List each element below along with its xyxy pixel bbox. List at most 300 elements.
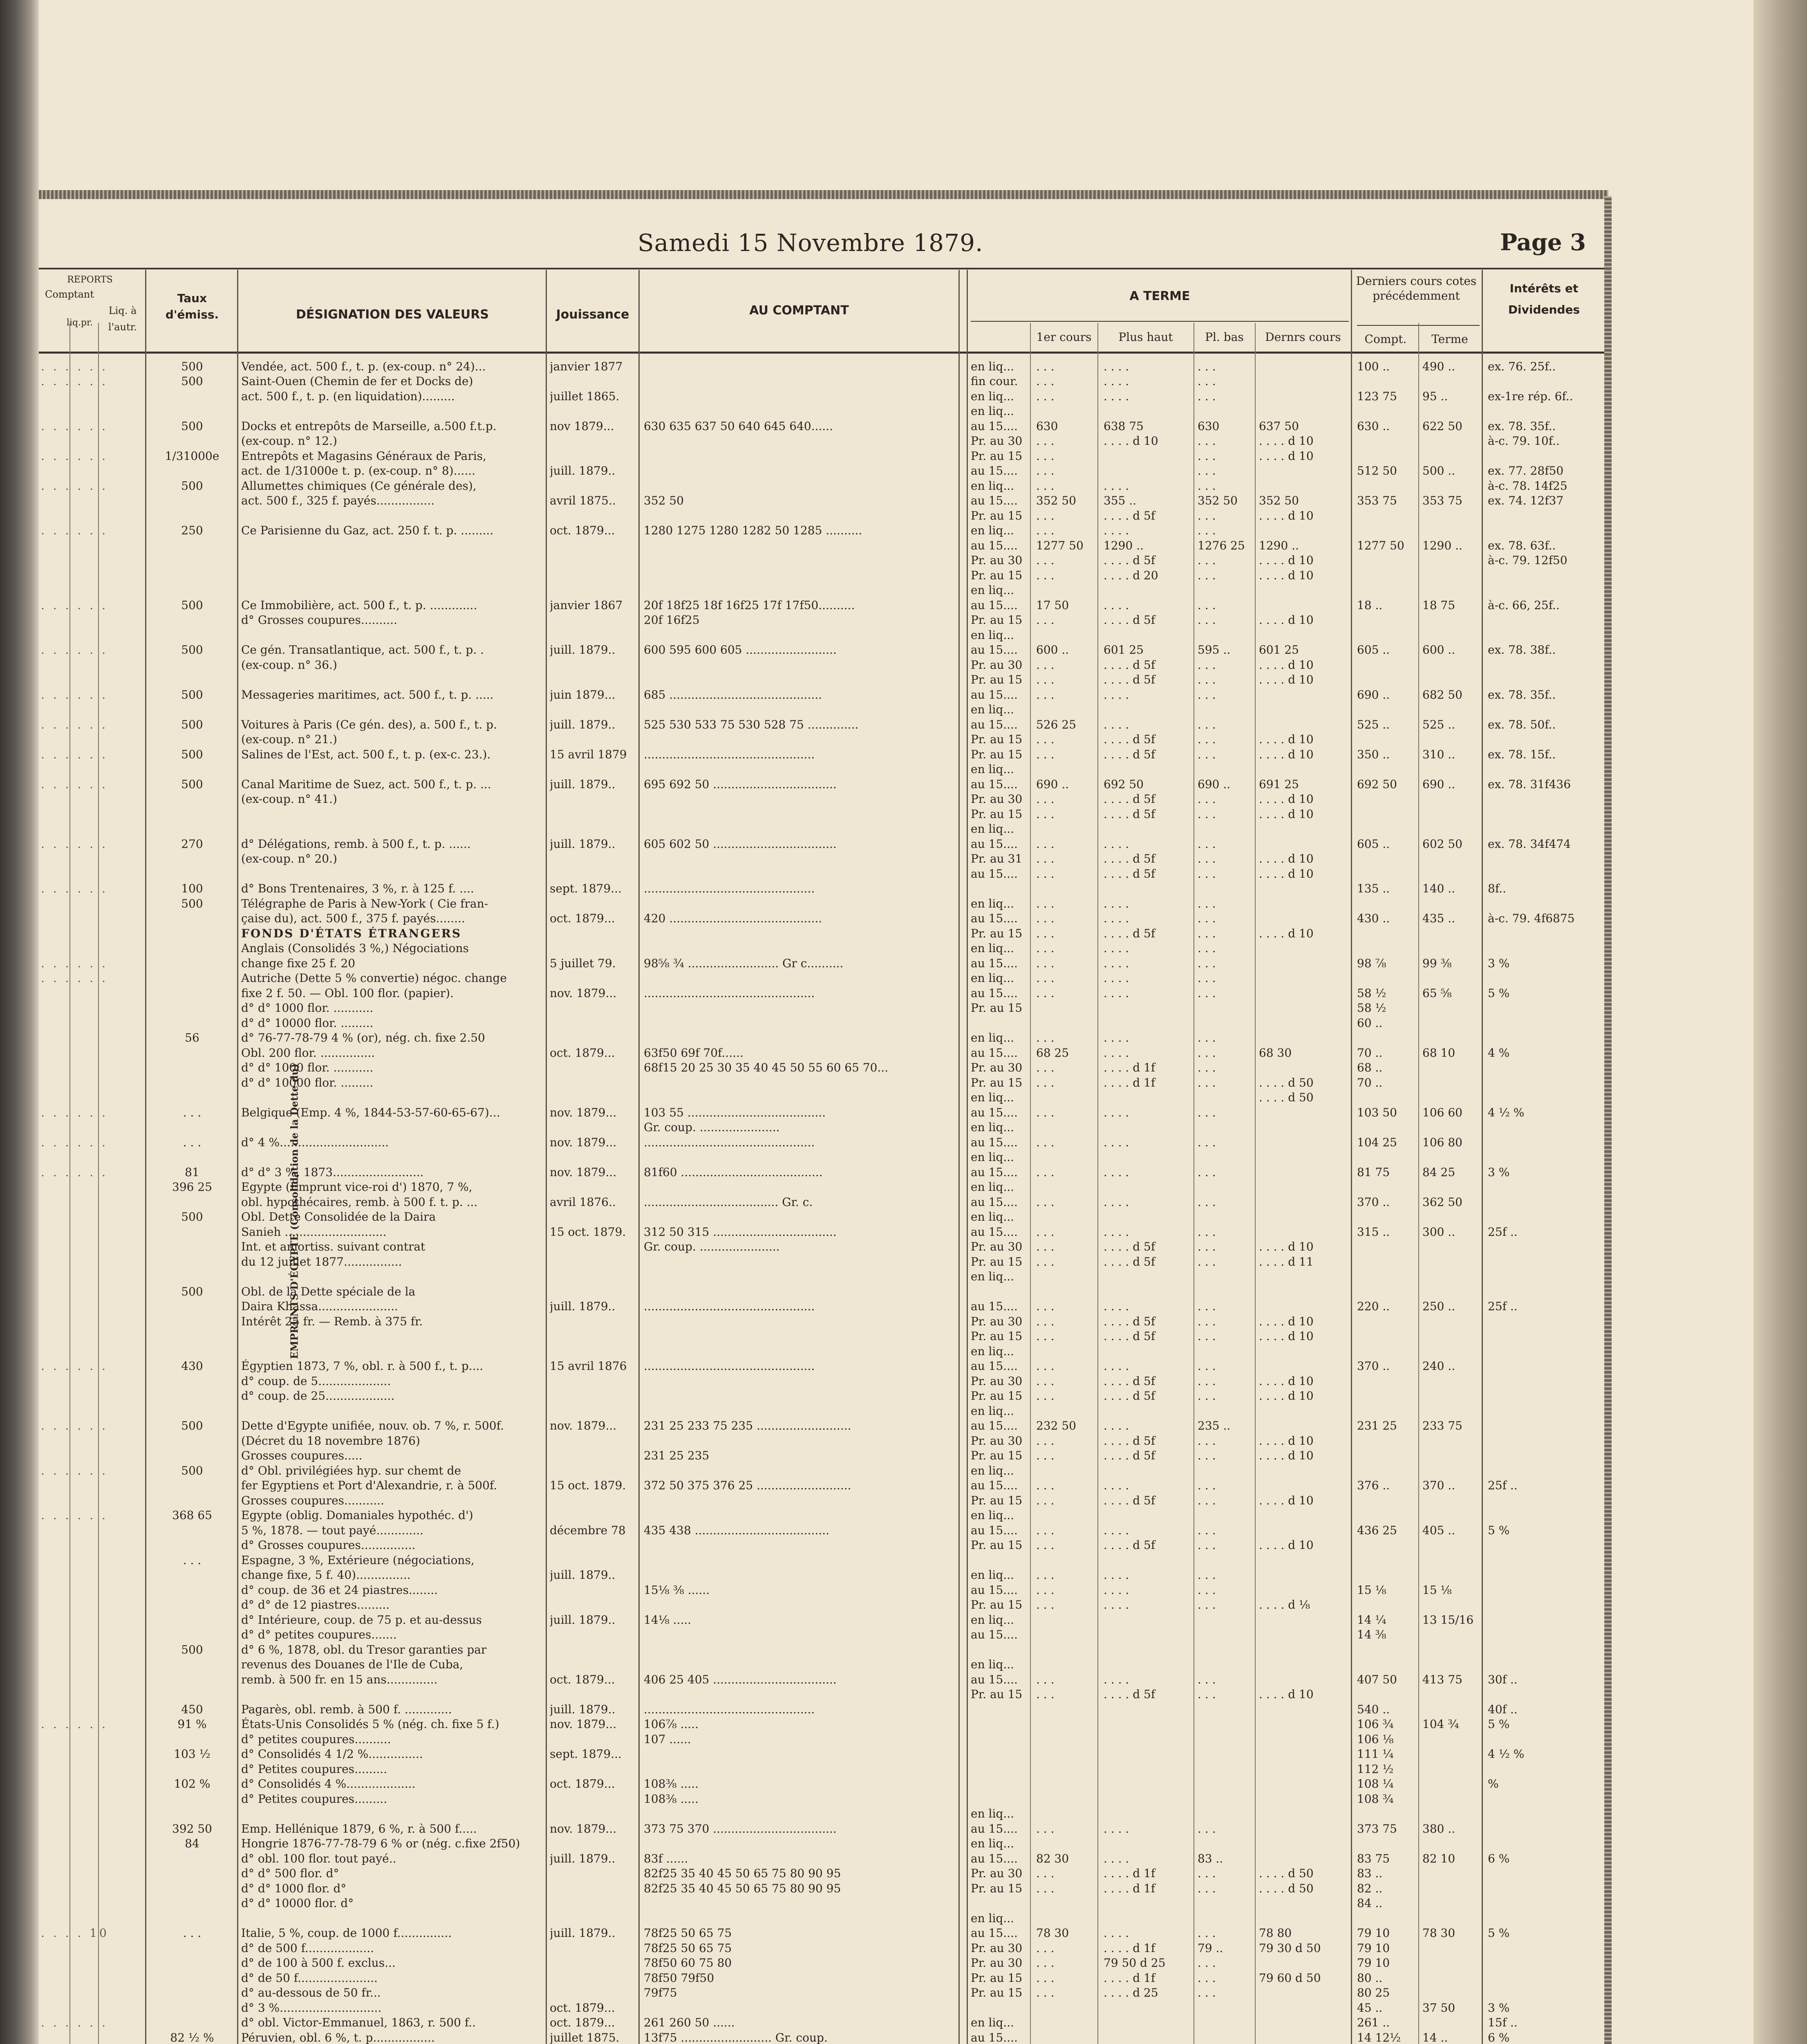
- table-row: [0, 509, 1604, 523]
- terme-type-cell: en liq...: [971, 1091, 1014, 1105]
- prev-compt-cell: 112 ½: [1357, 1762, 1394, 1776]
- plus-haut-cell: 1290 ..: [1104, 538, 1144, 552]
- terme-subrule: [971, 321, 1349, 322]
- reports-cell: . . . . . .: [41, 688, 108, 702]
- col-pl-bas: Pl. bas: [1205, 330, 1244, 344]
- plus-haut-cell: . . . .: [1104, 1359, 1129, 1373]
- prev-terme-cell: 37 50: [1422, 2001, 1455, 2015]
- taux-cell: 100: [181, 882, 203, 896]
- interets-cell: 3 %: [1488, 2001, 1510, 2015]
- reports-cell: . . . . . .: [41, 1135, 108, 1149]
- reports-cell: . . . . . .: [41, 598, 108, 612]
- table-row: [0, 733, 1604, 746]
- interets-cell: à-c. 79. 10f..: [1488, 434, 1560, 448]
- designation-cell: d° au-dessous de 50 fr...: [241, 1986, 381, 2000]
- comptant-cell: 78f50 79f50: [644, 1971, 714, 1985]
- premier-cours-cell: . . .: [1036, 1076, 1055, 1089]
- jouissance-cell: juillet 1865.: [550, 389, 620, 403]
- pl-bas-cell: 690 ..: [1198, 777, 1231, 791]
- terme-type-cell: en liq...: [971, 896, 1014, 910]
- table-row: [0, 1508, 1604, 1522]
- pl-bas-cell: . . .: [1198, 926, 1216, 940]
- dernier-cours-cell: 68 30: [1259, 1046, 1292, 1060]
- prev-terme-cell: 405 ..: [1422, 1523, 1455, 1537]
- premier-cours-cell: . . .: [1036, 1672, 1055, 1686]
- plus-haut-cell: . . . . d 5f: [1104, 1314, 1155, 1328]
- designation-cell: d° Bons Trentenaires, 3 %, r. à 125 f. ....: [241, 882, 474, 896]
- prev-compt-cell: 690 ..: [1357, 688, 1390, 702]
- taux-cell: 500: [181, 717, 203, 731]
- designation-cell: Egypte (Emprunt vice-roi d') 1870, 7 %,: [241, 1180, 472, 1194]
- interets-cell: 25f ..: [1488, 1300, 1518, 1313]
- terme-type-cell: en liq...: [971, 941, 1014, 955]
- plus-haut-cell: . . . .: [1104, 389, 1129, 403]
- plus-haut-cell: . . . .: [1104, 1672, 1129, 1686]
- table-row: [0, 1568, 1604, 1582]
- terme-type-cell: Pr. au 15: [971, 1881, 1023, 1895]
- dernier-cours-cell: . . . . d 10: [1259, 926, 1314, 940]
- dernier-cours-cell: . . . . d ⅛: [1259, 1598, 1310, 1612]
- table-row: [0, 1434, 1604, 1448]
- table-row: [0, 1225, 1604, 1239]
- table-row: [0, 1270, 1604, 1284]
- table-row: [0, 569, 1604, 583]
- terme-type-cell: au 15....: [971, 1628, 1018, 1642]
- table-row: [0, 554, 1604, 567]
- reports-cell: . . . . 10: [41, 1926, 109, 1940]
- comptant-cell: 15⅛ ⅜ ......: [644, 1583, 710, 1597]
- prev-compt-cell: 373 75: [1357, 1822, 1397, 1836]
- pl-bas-cell: 352 50: [1198, 494, 1238, 508]
- pl-bas-cell: . . .: [1198, 524, 1216, 538]
- table-row: [0, 479, 1604, 493]
- jouissance-cell: juill. 1879..: [550, 1851, 616, 1865]
- pl-bas-cell: . . .: [1198, 807, 1216, 821]
- premier-cours-cell: 690 ..: [1036, 777, 1069, 791]
- pl-bas-cell: . . .: [1198, 1688, 1216, 1701]
- terme-type-cell: en liq...: [971, 1344, 1014, 1358]
- interets-cell: ex. 78. 35f..: [1488, 688, 1556, 702]
- designation-cell: Hongrie 1876-77-78-79 6 % or (nég. c.fixe 2f50): [241, 1837, 520, 1851]
- table-row: [0, 1001, 1604, 1015]
- jouissance-cell: nov. 1879...: [550, 1717, 617, 1731]
- comptant-cell: 231 25 235: [644, 1449, 710, 1463]
- pl-bas-cell: . . .: [1198, 733, 1216, 746]
- terme-type-cell: en liq...: [971, 628, 1014, 642]
- col-interets: Intérêts et Dividendes: [1508, 282, 1580, 316]
- taux-cell: 82 ½ %: [170, 2031, 214, 2044]
- pl-bas-cell: 235 ..: [1198, 1419, 1231, 1433]
- terme-type-cell: Pr. au 15: [971, 747, 1023, 761]
- taux-cell: 500: [181, 360, 203, 373]
- terme-type-cell: en liq...: [971, 1031, 1014, 1045]
- plus-haut-cell: . . . . d 5f: [1104, 852, 1155, 866]
- designation-cell: Intérêt 25 fr. — Remb. à 375 fr.: [241, 1314, 423, 1328]
- designation-cell: Sanieh ............................: [241, 1225, 387, 1239]
- pl-bas-cell: . . .: [1198, 1867, 1216, 1880]
- reports-cell: . . . . . .: [41, 643, 108, 657]
- plus-haut-cell: . . . .: [1104, 360, 1129, 373]
- table-row: [0, 1613, 1604, 1627]
- table-row: [0, 1374, 1604, 1388]
- designation-cell: Grosses coupures.....: [241, 1449, 363, 1463]
- col-jouissance: Jouissance: [556, 307, 629, 322]
- table-row: [0, 539, 1604, 553]
- prev-terme-cell: 1290 ..: [1422, 538, 1462, 552]
- prev-compt-cell: 14 12½: [1357, 2031, 1401, 2044]
- designation-cell: d° coup. de 36 et 24 piastres........: [241, 1583, 438, 1597]
- designation-cell: Anglais (Consolidés 3 %,) Négociations: [241, 941, 469, 955]
- designation-cell: États-Unis Consolidés 5 % (nég. ch. fixe 5 f.): [241, 1717, 499, 1731]
- dernier-cours-cell: . . . . d 10: [1259, 509, 1314, 522]
- designation-cell: Télégraphe de Paris à New-York ( Cie fran-: [241, 896, 488, 910]
- comptant-cell: 695 692 50 ..................................: [644, 777, 837, 791]
- table-row: [0, 1762, 1604, 1776]
- prev-terme-cell: 18 75: [1422, 598, 1455, 612]
- terme-type-cell: au 15....: [971, 867, 1018, 881]
- prev-terme-cell: 233 75: [1422, 1419, 1462, 1433]
- premier-cours-cell: . . .: [1036, 956, 1055, 970]
- comptant-cell: Gr. coup. ......................: [644, 1121, 780, 1134]
- terme-type-cell: en liq...: [971, 762, 1014, 776]
- plus-haut-cell: . . . .: [1104, 1165, 1129, 1179]
- taux-cell: 500: [181, 1464, 203, 1477]
- designation-cell: (ex-coup. n° 41.): [241, 792, 337, 806]
- terme-type-cell: Pr. au 15: [971, 926, 1023, 940]
- comptant-cell: 108⅜ .....: [644, 1777, 699, 1791]
- plus-haut-cell: . . . .: [1104, 1419, 1129, 1433]
- jouissance-cell: 5 juillet 79.: [550, 956, 616, 970]
- terme-type-cell: au 15....: [971, 494, 1018, 508]
- terme-type-cell: Pr. au 30: [971, 554, 1023, 567]
- designation-cell: d° d° 500 flor. d°: [241, 1867, 339, 1880]
- prev-compt-cell: 106 ¾: [1357, 1717, 1394, 1731]
- pl-bas-cell: . . .: [1198, 1300, 1216, 1313]
- dernier-cours-cell: . . . . d 10: [1259, 867, 1314, 881]
- table-row: [0, 1255, 1604, 1269]
- prev-compt-cell: 605 ..: [1357, 837, 1390, 851]
- interets-cell: 3 %: [1488, 956, 1510, 970]
- prev-terme-cell: 682 50: [1422, 688, 1462, 702]
- terme-type-cell: en liq...: [971, 404, 1014, 418]
- plus-haut-cell: . . . .: [1104, 1926, 1129, 1940]
- pl-bas-cell: . . .: [1198, 1314, 1216, 1328]
- table-row: [0, 449, 1604, 463]
- jouissance-cell: juill. 1879..: [550, 643, 616, 657]
- terme-type-cell: au 15....: [971, 598, 1018, 612]
- dernier-cours-cell: 79 60 d 50: [1259, 1971, 1321, 1985]
- terme-type-cell: en liq...: [971, 703, 1014, 717]
- prev-terme-cell: 300 ..: [1422, 1225, 1455, 1239]
- terme-type-cell: au 15....: [971, 1851, 1018, 1865]
- premier-cours-cell: . . .: [1036, 1135, 1055, 1149]
- plus-haut-cell: . . . . d 1f: [1104, 1881, 1155, 1895]
- col-comptant: Comptant: [45, 289, 94, 300]
- terme-type-cell: au 15....: [971, 986, 1018, 1000]
- designation-cell: d° Grosses coupures..........: [241, 613, 397, 627]
- pl-bas-cell: . . .: [1198, 986, 1216, 1000]
- comptant-cell: 82f25 35 40 45 50 65 75 80 90 95: [644, 1867, 841, 1880]
- premier-cours-cell: 630: [1036, 419, 1058, 433]
- pl-bas-cell: . . .: [1198, 1195, 1216, 1209]
- premier-cours-cell: . . .: [1036, 1986, 1055, 2000]
- plus-haut-cell: . . . .: [1104, 1300, 1129, 1313]
- reports-cell: . . . . . .: [41, 1359, 108, 1373]
- premier-cours-cell: . . .: [1036, 360, 1055, 373]
- interets-cell: à-c. 78. 14f25: [1488, 479, 1567, 493]
- terme-type-cell: au 15....: [971, 1419, 1018, 1433]
- taux-cell: 102 %: [174, 1777, 210, 1791]
- plus-haut-cell: 355 ..: [1104, 494, 1137, 508]
- terme-type-cell: Pr. au 15: [971, 1076, 1023, 1089]
- prev-compt-cell: 370 ..: [1357, 1195, 1390, 1209]
- designation-cell: Ce Immobilière, act. 500 f., t. p. .............: [241, 598, 477, 612]
- designation-cell: d° d° 1000 flor. ...........: [241, 1001, 374, 1015]
- table-row: [0, 748, 1604, 762]
- plus-haut-cell: . . . . d 5f: [1104, 1240, 1155, 1254]
- dernier-cours-cell: . . . . d 10: [1259, 747, 1314, 761]
- plus-haut-cell: . . . . d 1f: [1104, 1061, 1155, 1075]
- designation-cell: (Décret du 18 novembre 1876): [241, 1434, 420, 1448]
- designation-cell: Belgique (Emp. 4 %, 1844-53-57-60-65-67)...: [241, 1105, 500, 1119]
- comptant-cell: 352 50: [644, 494, 684, 508]
- designation-cell: act. de 1/31000e t. p. (ex-coup. n° 8)......: [241, 464, 476, 478]
- page-edge: [1753, 0, 1807, 2044]
- interets-cell: ex. 77. 28f50: [1488, 464, 1564, 478]
- plus-haut-cell: . . . . d 5f: [1104, 1374, 1155, 1388]
- designation-cell: Autriche (Dette 5 % convertie) négoc. change: [241, 971, 507, 985]
- designation-cell: Allumettes chimiques (Ce générale des),: [241, 479, 477, 493]
- terme-type-cell: au 15....: [971, 837, 1018, 851]
- table-row: [0, 957, 1604, 970]
- terme-type-cell: au 15....: [971, 1046, 1018, 1060]
- taux-cell: . . .: [183, 1135, 202, 1149]
- pl-bas-cell: . . .: [1198, 658, 1216, 672]
- prev-terme-cell: 65 ⅝: [1422, 986, 1452, 1000]
- premier-cours-cell: . . .: [1036, 1568, 1055, 1582]
- prev-terme-cell: 362 50: [1422, 1195, 1462, 1209]
- reports-cell: . . . . . .: [41, 971, 108, 985]
- comptant-cell: Gr. coup. ......................: [644, 1240, 780, 1254]
- designation-cell: Voitures à Paris (Ce gén. des), a. 500 f., t. p.: [241, 717, 497, 731]
- plus-haut-cell: . . . . d 5f: [1104, 1255, 1155, 1269]
- table-row: [0, 613, 1604, 627]
- designation-cell: act. 500 f., 325 f. payés................: [241, 494, 435, 508]
- designation-cell: Int. et amortiss. suivant contrat: [241, 1240, 425, 1254]
- table-row: [0, 971, 1604, 985]
- interets-cell: 25f ..: [1488, 1225, 1518, 1239]
- terme-type-cell: Pr. au 15: [971, 1449, 1023, 1463]
- dernier-cours-cell: . . . . d 10: [1259, 613, 1314, 627]
- table-row: [0, 1091, 1604, 1105]
- premier-cours-cell: . . .: [1036, 1061, 1055, 1075]
- designation-cell: (ex-coup. n° 20.): [241, 852, 337, 866]
- jouissance-cell: sept. 1879...: [550, 1747, 622, 1761]
- interets-cell: 6 %: [1488, 2031, 1510, 2044]
- pl-bas-cell: . . .: [1198, 613, 1216, 627]
- jouissance-cell: nov. 1879...: [550, 986, 617, 1000]
- dernier-cours-cell: . . . . d 10: [1259, 792, 1314, 806]
- jouissance-cell: juin 1879...: [550, 688, 616, 702]
- plus-haut-cell: . . . . d 5f: [1104, 867, 1155, 881]
- terme-type-cell: en liq...: [971, 479, 1014, 493]
- pl-bas-cell: . . .: [1198, 1165, 1216, 1179]
- comptant-cell: 231 25 233 75 235 ..........................: [644, 1419, 851, 1433]
- page-date: Samedi 15 Novembre 1879.: [638, 229, 983, 257]
- table-row: [0, 1061, 1604, 1075]
- prev-terme-cell: 250 ..: [1422, 1300, 1455, 1313]
- premier-cours-cell: . . .: [1036, 568, 1055, 582]
- table-row: [0, 807, 1604, 821]
- prev-compt-cell: 108 ¼: [1357, 1777, 1394, 1791]
- header-bottom-rule: [39, 352, 1604, 354]
- header-top-rule: [39, 268, 1604, 269]
- dernier-cours-cell: 1290 ..: [1259, 538, 1299, 552]
- prev-compt-cell: 60 ..: [1357, 1016, 1383, 1030]
- designation-cell: Saint-Ouen (Chemin de fer et Docks de): [241, 374, 473, 388]
- designation-cell: fer Egyptiens et Port d'Alexandrie, r. à 500f.: [241, 1479, 497, 1493]
- taux-cell: 500: [181, 479, 203, 493]
- premier-cours-cell: . . .: [1036, 837, 1055, 851]
- prev-compt-cell: 630 ..: [1357, 419, 1390, 433]
- table-row: [0, 1315, 1604, 1329]
- plus-haut-cell: . . . . d 10: [1104, 434, 1158, 448]
- prev-compt-cell: 540 ..: [1357, 1702, 1390, 1716]
- table-row: [0, 1449, 1604, 1463]
- designation-cell: revenus des Douanes de l'Ile de Cuba,: [241, 1658, 464, 1672]
- terme-type-cell: Pr. au 30: [971, 434, 1023, 448]
- dernier-cours-cell: . . . . d 10: [1259, 1538, 1314, 1552]
- pl-bas-cell: . . .: [1198, 688, 1216, 702]
- comptant-cell: 372 50 375 376 25 ..........................: [644, 1479, 851, 1493]
- prev-compt-cell: 220 ..: [1357, 1300, 1390, 1313]
- table-row: [0, 374, 1604, 388]
- terme-type-cell: en liq...: [971, 1210, 1014, 1224]
- designation-cell: Docks et entrepôts de Marseille, a.500 f.t.p.: [241, 419, 497, 433]
- table-row: [0, 1180, 1604, 1194]
- dernier-cours-cell: . . . . d 10: [1259, 1493, 1314, 1507]
- page-number: Page 3: [1500, 229, 1586, 256]
- terme-type-cell: en liq...: [971, 822, 1014, 836]
- table-row: [0, 1165, 1604, 1179]
- terme-type-cell: Pr. au 30: [971, 658, 1023, 672]
- prev-terme-cell: 104 ¾: [1422, 1717, 1459, 1731]
- designation-cell: d° Délégations, remb. à 500 f., t. p. ......: [241, 837, 471, 851]
- table-row: [0, 1926, 1604, 1940]
- prev-compt-cell: 135 ..: [1357, 882, 1390, 896]
- premier-cours-cell: . . .: [1036, 1523, 1055, 1537]
- reports-cell: . . . . . .: [41, 956, 108, 970]
- premier-cours-cell: . . .: [1036, 509, 1055, 522]
- jouissance-cell: janvier 1867: [550, 598, 623, 612]
- terme-type-cell: Pr. au 15: [971, 1538, 1023, 1552]
- pl-bas-cell: . . .: [1198, 673, 1216, 687]
- terme-type-cell: Pr. au 15: [971, 1971, 1023, 1985]
- reports-cell: . . . . . .: [41, 1717, 108, 1731]
- prev-terme-cell: 82 10: [1422, 1851, 1455, 1865]
- interets-cell: à-c. 79. 4f6875: [1488, 912, 1575, 926]
- table-row: [0, 1419, 1604, 1433]
- prev-terme-cell: 370 ..: [1422, 1479, 1455, 1493]
- prev-compt-cell: 353 75: [1357, 494, 1397, 508]
- table-row: [0, 762, 1604, 776]
- col-terme: Terme: [1431, 332, 1468, 346]
- premier-cours-cell: . . .: [1036, 912, 1055, 926]
- terme-type-cell: au 15....: [971, 1105, 1018, 1119]
- plus-haut-cell: . . . . d 5f: [1104, 658, 1155, 672]
- table-row: [0, 1404, 1604, 1418]
- interets-cell: 25f ..: [1488, 1479, 1518, 1493]
- prev-terme-cell: 84 25: [1422, 1165, 1455, 1179]
- pl-bas-cell: . . .: [1198, 896, 1216, 910]
- designation-cell: d° de 100 à 500 f. exclus...: [241, 1956, 396, 1970]
- comptant-cell: 83f ......: [644, 1851, 688, 1865]
- designation-cell: d° Petites coupures.........: [241, 1762, 387, 1776]
- prev-compt-cell: 70 ..: [1357, 1046, 1383, 1060]
- terme-type-cell: Pr. au 15: [971, 1986, 1023, 2000]
- plus-haut-cell: . . . .: [1104, 1523, 1129, 1537]
- terme-type-cell: en liq...: [971, 524, 1014, 538]
- designation-cell: d° d° de 12 piastres.........: [241, 1598, 390, 1612]
- table-row: [0, 1643, 1604, 1657]
- premier-cours-cell: . . .: [1036, 434, 1055, 448]
- premier-cours-cell: . . .: [1036, 554, 1055, 567]
- designation-cell: Obl. 200 flor. ...............: [241, 1046, 375, 1060]
- table-row: [0, 1136, 1604, 1150]
- comptant-cell: 20f 18f25 18f 16f25 17f 17f50..........: [644, 598, 855, 612]
- plus-haut-cell: . . . .: [1104, 1046, 1129, 1060]
- terme-type-cell: en liq...: [971, 583, 1014, 597]
- dernier-cours-cell: 352 50: [1259, 494, 1299, 508]
- premier-cours-cell: . . .: [1036, 1374, 1055, 1388]
- terme-type-cell: en liq...: [971, 2016, 1014, 2030]
- premier-cours-cell: . . .: [1036, 1941, 1055, 1955]
- premier-cours-cell: 17 50: [1036, 598, 1069, 612]
- terme-type-cell: Pr. au 15: [971, 673, 1023, 687]
- interets-cell: 6 %: [1488, 1851, 1510, 1865]
- terme-type-cell: Pr. au 15: [971, 1598, 1023, 1612]
- taux-cell: 500: [181, 1210, 203, 1224]
- prev-compt-cell: 430 ..: [1357, 912, 1390, 926]
- prev-compt-cell: 18 ..: [1357, 598, 1383, 612]
- plus-haut-cell: . . . . d 5f: [1104, 1329, 1155, 1343]
- jouissance-cell: décembre 78: [550, 1523, 626, 1537]
- designation-cell: d° d° 3 %, 1873.........................: [241, 1165, 424, 1179]
- taux-cell: . . .: [183, 1553, 202, 1567]
- terme-type-cell: en liq...: [971, 1150, 1014, 1164]
- table-row: [0, 1941, 1604, 1955]
- col-derniers-cours: Derniers cours cotes précédemment: [1356, 274, 1477, 303]
- prev-terme-cell: 490 ..: [1422, 360, 1455, 373]
- table-row: [0, 1896, 1604, 1910]
- terme-type-cell: Pr. au 30: [971, 1374, 1023, 1388]
- designation-cell: çaise du), act. 500 f., 375 f. payés........: [241, 912, 465, 926]
- premier-cours-cell: . . .: [1036, 807, 1055, 821]
- pl-bas-cell: . . .: [1198, 971, 1216, 985]
- table-row: [0, 837, 1604, 851]
- plus-haut-cell: . . . .: [1104, 598, 1129, 612]
- plus-haut-cell: . . . . d 5f: [1104, 613, 1155, 627]
- designation-cell: Egypte (oblig. Domaniales hypothéc. d'): [241, 1508, 473, 1522]
- plus-haut-cell: . . . .: [1104, 1479, 1129, 1493]
- designation-cell: d° de 500 f...................: [241, 1941, 374, 1955]
- taux-cell: 500: [181, 747, 203, 761]
- pl-bas-cell: . . .: [1198, 374, 1216, 388]
- interets-cell: 8f..: [1488, 882, 1506, 896]
- col-dernier-cours: Dernrs cours: [1265, 330, 1341, 344]
- plus-haut-cell: . . . . d 1f: [1104, 1867, 1155, 1880]
- col-au-comptant: AU COMPTANT: [749, 303, 849, 318]
